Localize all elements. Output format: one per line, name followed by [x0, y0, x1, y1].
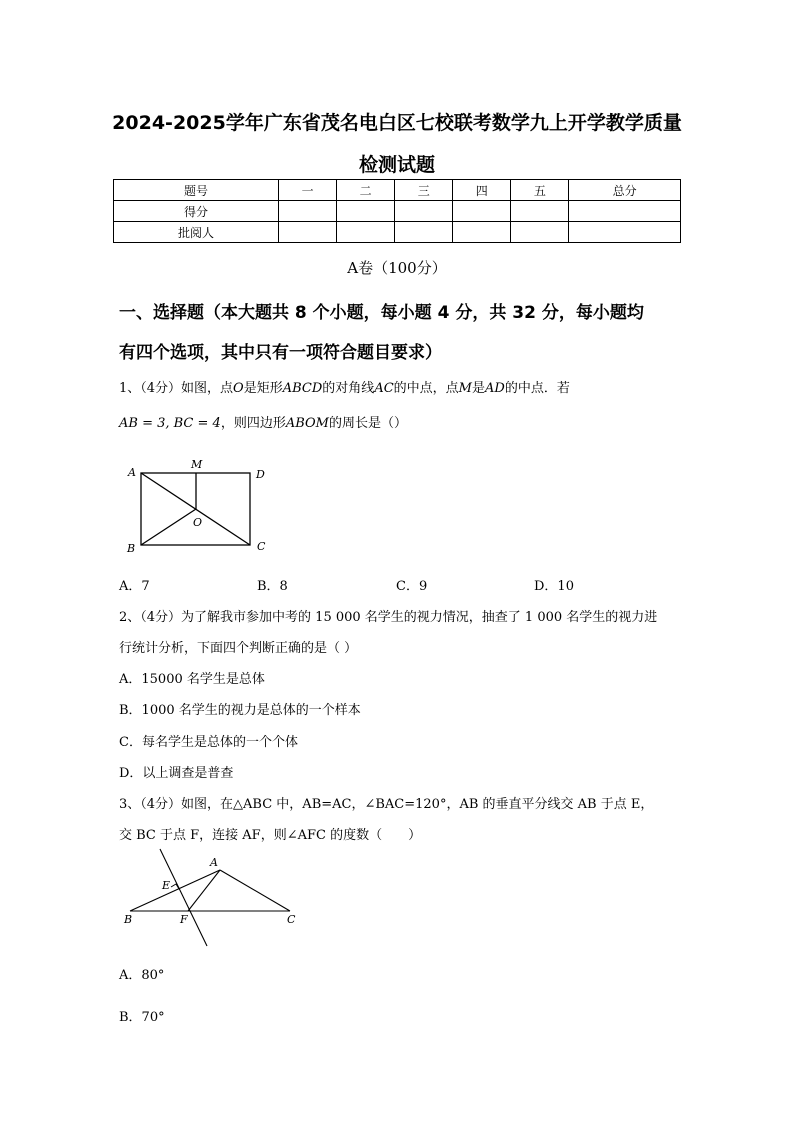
score-table-header: 题号 — [114, 180, 279, 201]
q3-option-b: B．70° — [119, 1010, 165, 1025]
q3-option-a: A．80° — [119, 968, 165, 983]
q1-math: O — [233, 381, 244, 396]
score-row-label: 批阅人 — [114, 222, 279, 243]
q1-text: 是 — [471, 381, 485, 396]
label-c: C — [287, 913, 296, 926]
section-heading-line2: 有四个选项，其中只有一项符合题目要求） — [119, 343, 442, 363]
score-table-header: 二 — [337, 180, 395, 201]
q1-math: AC — [374, 381, 394, 396]
q3-line2: 交 BC 于点 F，连接 AF，则∠AFC 的度数（ ） — [119, 828, 422, 843]
score-row-label: 得分 — [114, 201, 279, 222]
segment-bo — [141, 509, 196, 545]
q2-option-c: C．每名学生是总体的一个个体 — [119, 735, 298, 750]
q1-option-d: D．10 — [534, 579, 574, 594]
label-o: O — [193, 516, 203, 529]
q1-math: ABOM — [285, 416, 329, 431]
label-c: C — [257, 540, 266, 553]
score-table-header: 一 — [279, 180, 337, 201]
q1-math: ABCD — [282, 381, 323, 396]
segment-ac — [220, 870, 290, 911]
exam-title-line1: 2024-2025学年广东省茂名电白区七校联考数学九上开学教学质量 — [112, 112, 682, 134]
q1-math: AD — [485, 381, 505, 396]
q1-text: 1、（4分）如图，点 — [119, 381, 234, 396]
label-b: B — [124, 913, 133, 926]
label-b: B — [127, 542, 136, 555]
label-d: D — [256, 468, 265, 481]
volume-heading: A卷（100分） — [347, 259, 447, 277]
label-a: A — [128, 466, 136, 479]
score-table-header: 四 — [453, 180, 511, 201]
q3-line1: 3、（4分）如图，在△ABC 中，AB=AC，∠BAC=120°，AB 的垂直平分线交 AB 于点 E， — [119, 797, 654, 812]
q2-line2: 行统计分析，下面四个判断正确的是（ ） — [119, 641, 358, 656]
q2-option-b: B．1000 名学生的视力是总体的一个样本 — [119, 703, 361, 718]
q1-math: M — [458, 381, 472, 396]
q2-option-d: D．以上调查是普查 — [119, 766, 234, 781]
segment-af — [188, 870, 220, 911]
q1-text: 的周长是（） — [328, 416, 407, 431]
q1-text: 是矩形 — [243, 381, 283, 396]
q1-option-a: A．7 — [119, 579, 150, 594]
exam-title-line2: 检测试题 — [358, 154, 435, 176]
score-table-header: 总分 — [569, 180, 681, 201]
q2-line1: 2、（4分）为了解我市参加中考的 15 000 名学生的视力情况，抽查了 1 000 名学生的视力进 — [119, 610, 658, 625]
label-m: M — [191, 458, 203, 471]
score-table-header: 三 — [395, 180, 453, 201]
q1-text: ，则四边形 — [220, 416, 286, 431]
perpendicular-bisector-line — [160, 849, 207, 946]
segment-ab — [130, 870, 220, 911]
label-f: F — [180, 913, 188, 926]
q1-text: 的对角线 — [322, 381, 375, 396]
section-heading-line1: 一、选择题（本大题共 8 个小题，每小题 4 分，共 32 分，每小题均 — [119, 303, 644, 323]
q2-option-a: A．15000 名学生是总体 — [119, 672, 265, 687]
q1-text: 的中点，点 — [393, 381, 459, 396]
q1-math: AB = 3, BC = 4 — [119, 416, 221, 431]
q1-text: 的中点．若 — [504, 381, 570, 396]
q1-option-b: B．8 — [257, 579, 288, 594]
score-table-header: 五 — [511, 180, 569, 201]
label-a: A — [210, 856, 218, 869]
label-e: E — [162, 879, 171, 892]
q1-option-c: C．9 — [396, 579, 428, 594]
